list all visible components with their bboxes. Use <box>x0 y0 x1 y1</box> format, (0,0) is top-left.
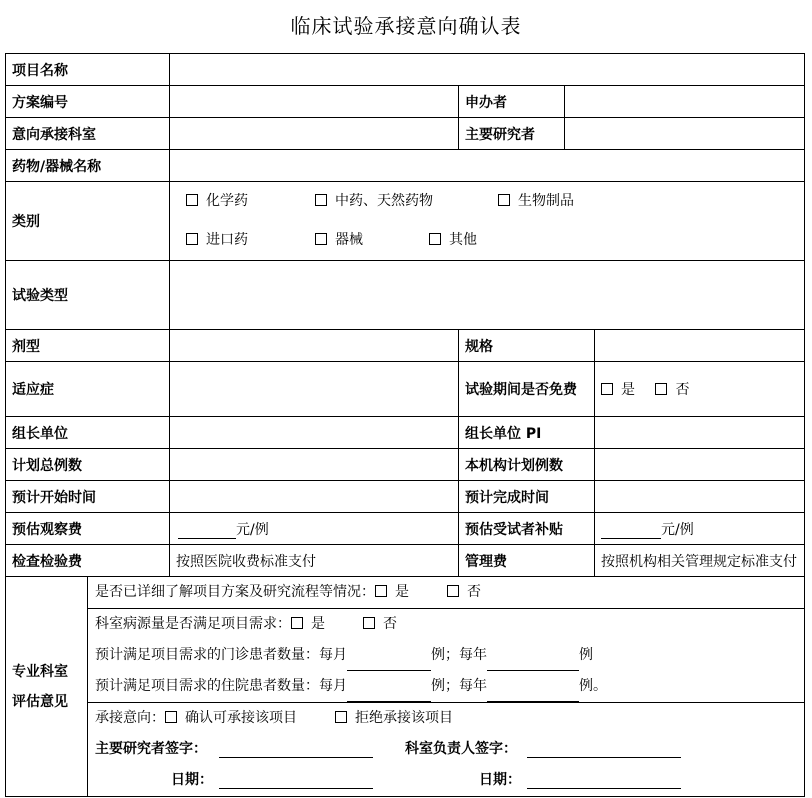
signature-row <box>95 734 804 765</box>
eval-q4-row: 预计满足项目需求的住院患者数量：每月 例；每年 例。 <box>95 671 804 702</box>
date1-blank[interactable] <box>219 773 373 789</box>
checkbox-icon[interactable] <box>363 617 375 629</box>
option-free-no[interactable]: 否 <box>655 379 689 399</box>
label-trial-type: 试验类型 <box>6 261 170 330</box>
checkbox-icon[interactable] <box>429 233 441 245</box>
label-category: 类别 <box>6 182 170 261</box>
label-end-time: 预计完成时间 <box>459 481 595 513</box>
label-start-time: 预计开始时间 <box>6 481 170 513</box>
field-indication[interactable] <box>170 362 459 417</box>
label-date2: 日期： <box>479 772 521 788</box>
exam-fee-value: 按照医院收费标准支付 <box>170 545 459 577</box>
label-sig-pi: 主要研究者签字： <box>95 741 207 757</box>
option-q1-yes[interactable]: 是 <box>375 577 409 608</box>
page-title: 临床试验承接意向确认表 <box>290 14 522 38</box>
checkbox-icon[interactable] <box>335 711 347 723</box>
free-options <box>595 362 805 417</box>
eval-q3-row: 预计满足项目需求的门诊患者数量：每月 例；每年 例 <box>95 640 804 671</box>
label-drug-name: 药物/器械名称 <box>6 150 170 182</box>
field-pi[interactable] <box>565 118 805 150</box>
field-total-cases[interactable] <box>170 449 459 481</box>
option-q2-no[interactable]: 否 <box>363 609 397 640</box>
label-evaluation-line2: 评估意见 <box>12 693 68 710</box>
checkbox-icon[interactable] <box>498 194 510 206</box>
option-chemical[interactable]: 化学药 <box>186 182 248 221</box>
intent-form-table <box>5 53 805 797</box>
outpatient-yearly-blank[interactable] <box>487 655 579 671</box>
date-row <box>95 765 804 796</box>
label-sig-head: 科室负责人签字： <box>405 741 517 757</box>
eval-q2-row: 科室病源量是否满足项目需求： 是 否 <box>95 609 804 640</box>
checkbox-icon[interactable] <box>315 194 327 206</box>
inpatient-yearly-blank[interactable] <box>487 686 579 702</box>
option-q1-no[interactable]: 否 <box>447 577 481 608</box>
evaluation-panel <box>88 577 805 797</box>
label-dept: 意向承接科室 <box>6 118 170 150</box>
option-intent-reject[interactable]: 拒绝承接该项目 <box>335 703 453 734</box>
checkbox-icon[interactable] <box>165 711 177 723</box>
checkbox-icon[interactable] <box>315 233 327 245</box>
label-lead-pi: 组长单位 PI <box>459 417 595 449</box>
label-exam-fee: 检查检验费 <box>6 545 170 577</box>
label-evaluation-line1: 专业科室 <box>12 663 68 680</box>
checkbox-icon[interactable] <box>655 383 667 395</box>
field-dept[interactable] <box>170 118 459 150</box>
field-trial-type[interactable] <box>170 261 805 330</box>
option-intent-accept[interactable]: 确认可承接该项目 <box>165 703 297 734</box>
checkbox-icon[interactable] <box>186 194 198 206</box>
label-spec: 规格 <box>459 330 595 362</box>
outpatient-monthly-blank[interactable] <box>347 655 431 671</box>
mgmt-fee-value: 按照机构相关管理规定标准支付 <box>595 545 805 577</box>
label-dosage-form: 剂型 <box>6 330 170 362</box>
option-other[interactable]: 其他 <box>429 221 477 260</box>
label-indication: 适应症 <box>6 362 170 417</box>
eval-intent-block <box>88 703 804 796</box>
category-options <box>170 182 805 261</box>
field-dosage-form[interactable] <box>170 330 459 362</box>
field-end-time[interactable] <box>595 481 805 513</box>
field-protocol-no[interactable] <box>170 86 459 118</box>
subject-fee-blank[interactable] <box>601 523 661 539</box>
obs-fee-blank[interactable] <box>178 523 236 539</box>
field-spec[interactable] <box>595 330 805 362</box>
option-biologic[interactable]: 生物制品 <box>498 182 574 221</box>
eval-q1-row: 是否已详细了解项目方案及研究流程等情况： 是 否 <box>88 577 804 609</box>
label-mgmt-fee: 管理费 <box>459 545 595 577</box>
sig-pi-blank[interactable] <box>219 742 373 758</box>
field-lead-pi[interactable] <box>595 417 805 449</box>
label-date1: 日期： <box>171 772 213 788</box>
option-imported[interactable]: 进口药 <box>186 221 248 260</box>
label-lead-unit: 组长单位 <box>6 417 170 449</box>
label-subject-fee: 预估受试者补贴 <box>459 513 595 545</box>
label-project-name: 项目名称 <box>6 54 170 86</box>
label-pi: 主要研究者 <box>459 118 565 150</box>
eval-resource-block <box>88 609 804 703</box>
label-sponsor: 申办者 <box>459 86 565 118</box>
checkbox-icon[interactable] <box>291 617 303 629</box>
label-protocol-no: 方案编号 <box>6 86 170 118</box>
sig-head-blank[interactable] <box>527 742 681 758</box>
option-device[interactable]: 器械 <box>315 221 363 260</box>
field-lead-unit[interactable] <box>170 417 459 449</box>
field-project-name[interactable] <box>170 54 805 86</box>
field-sponsor[interactable] <box>565 86 805 118</box>
checkbox-icon[interactable] <box>375 585 387 597</box>
checkbox-icon[interactable] <box>447 585 459 597</box>
field-site-cases[interactable] <box>595 449 805 481</box>
field-subject-fee[interactable]: 元/例 <box>595 513 805 545</box>
label-obs-fee: 预估观察费 <box>6 513 170 545</box>
date2-blank[interactable] <box>527 773 681 789</box>
field-obs-fee[interactable]: 元/例 <box>170 513 459 545</box>
option-q2-yes[interactable]: 是 <box>291 609 325 640</box>
label-evaluation <box>6 577 88 797</box>
option-tcm[interactable]: 中药、天然药物 <box>315 182 433 221</box>
field-drug-name[interactable] <box>170 150 805 182</box>
inpatient-monthly-blank[interactable] <box>347 686 431 702</box>
label-site-cases: 本机构计划例数 <box>459 449 595 481</box>
field-start-time[interactable] <box>170 481 459 513</box>
checkbox-icon[interactable] <box>186 233 198 245</box>
option-free-yes[interactable]: 是 <box>601 379 635 399</box>
checkbox-icon[interactable] <box>601 383 613 395</box>
eval-intent-row: 承接意向： 确认可承接该项目 拒绝承接该项目 <box>95 703 804 734</box>
label-total-cases: 计划总例数 <box>6 449 170 481</box>
label-free: 试验期间是否免费 <box>459 362 595 417</box>
